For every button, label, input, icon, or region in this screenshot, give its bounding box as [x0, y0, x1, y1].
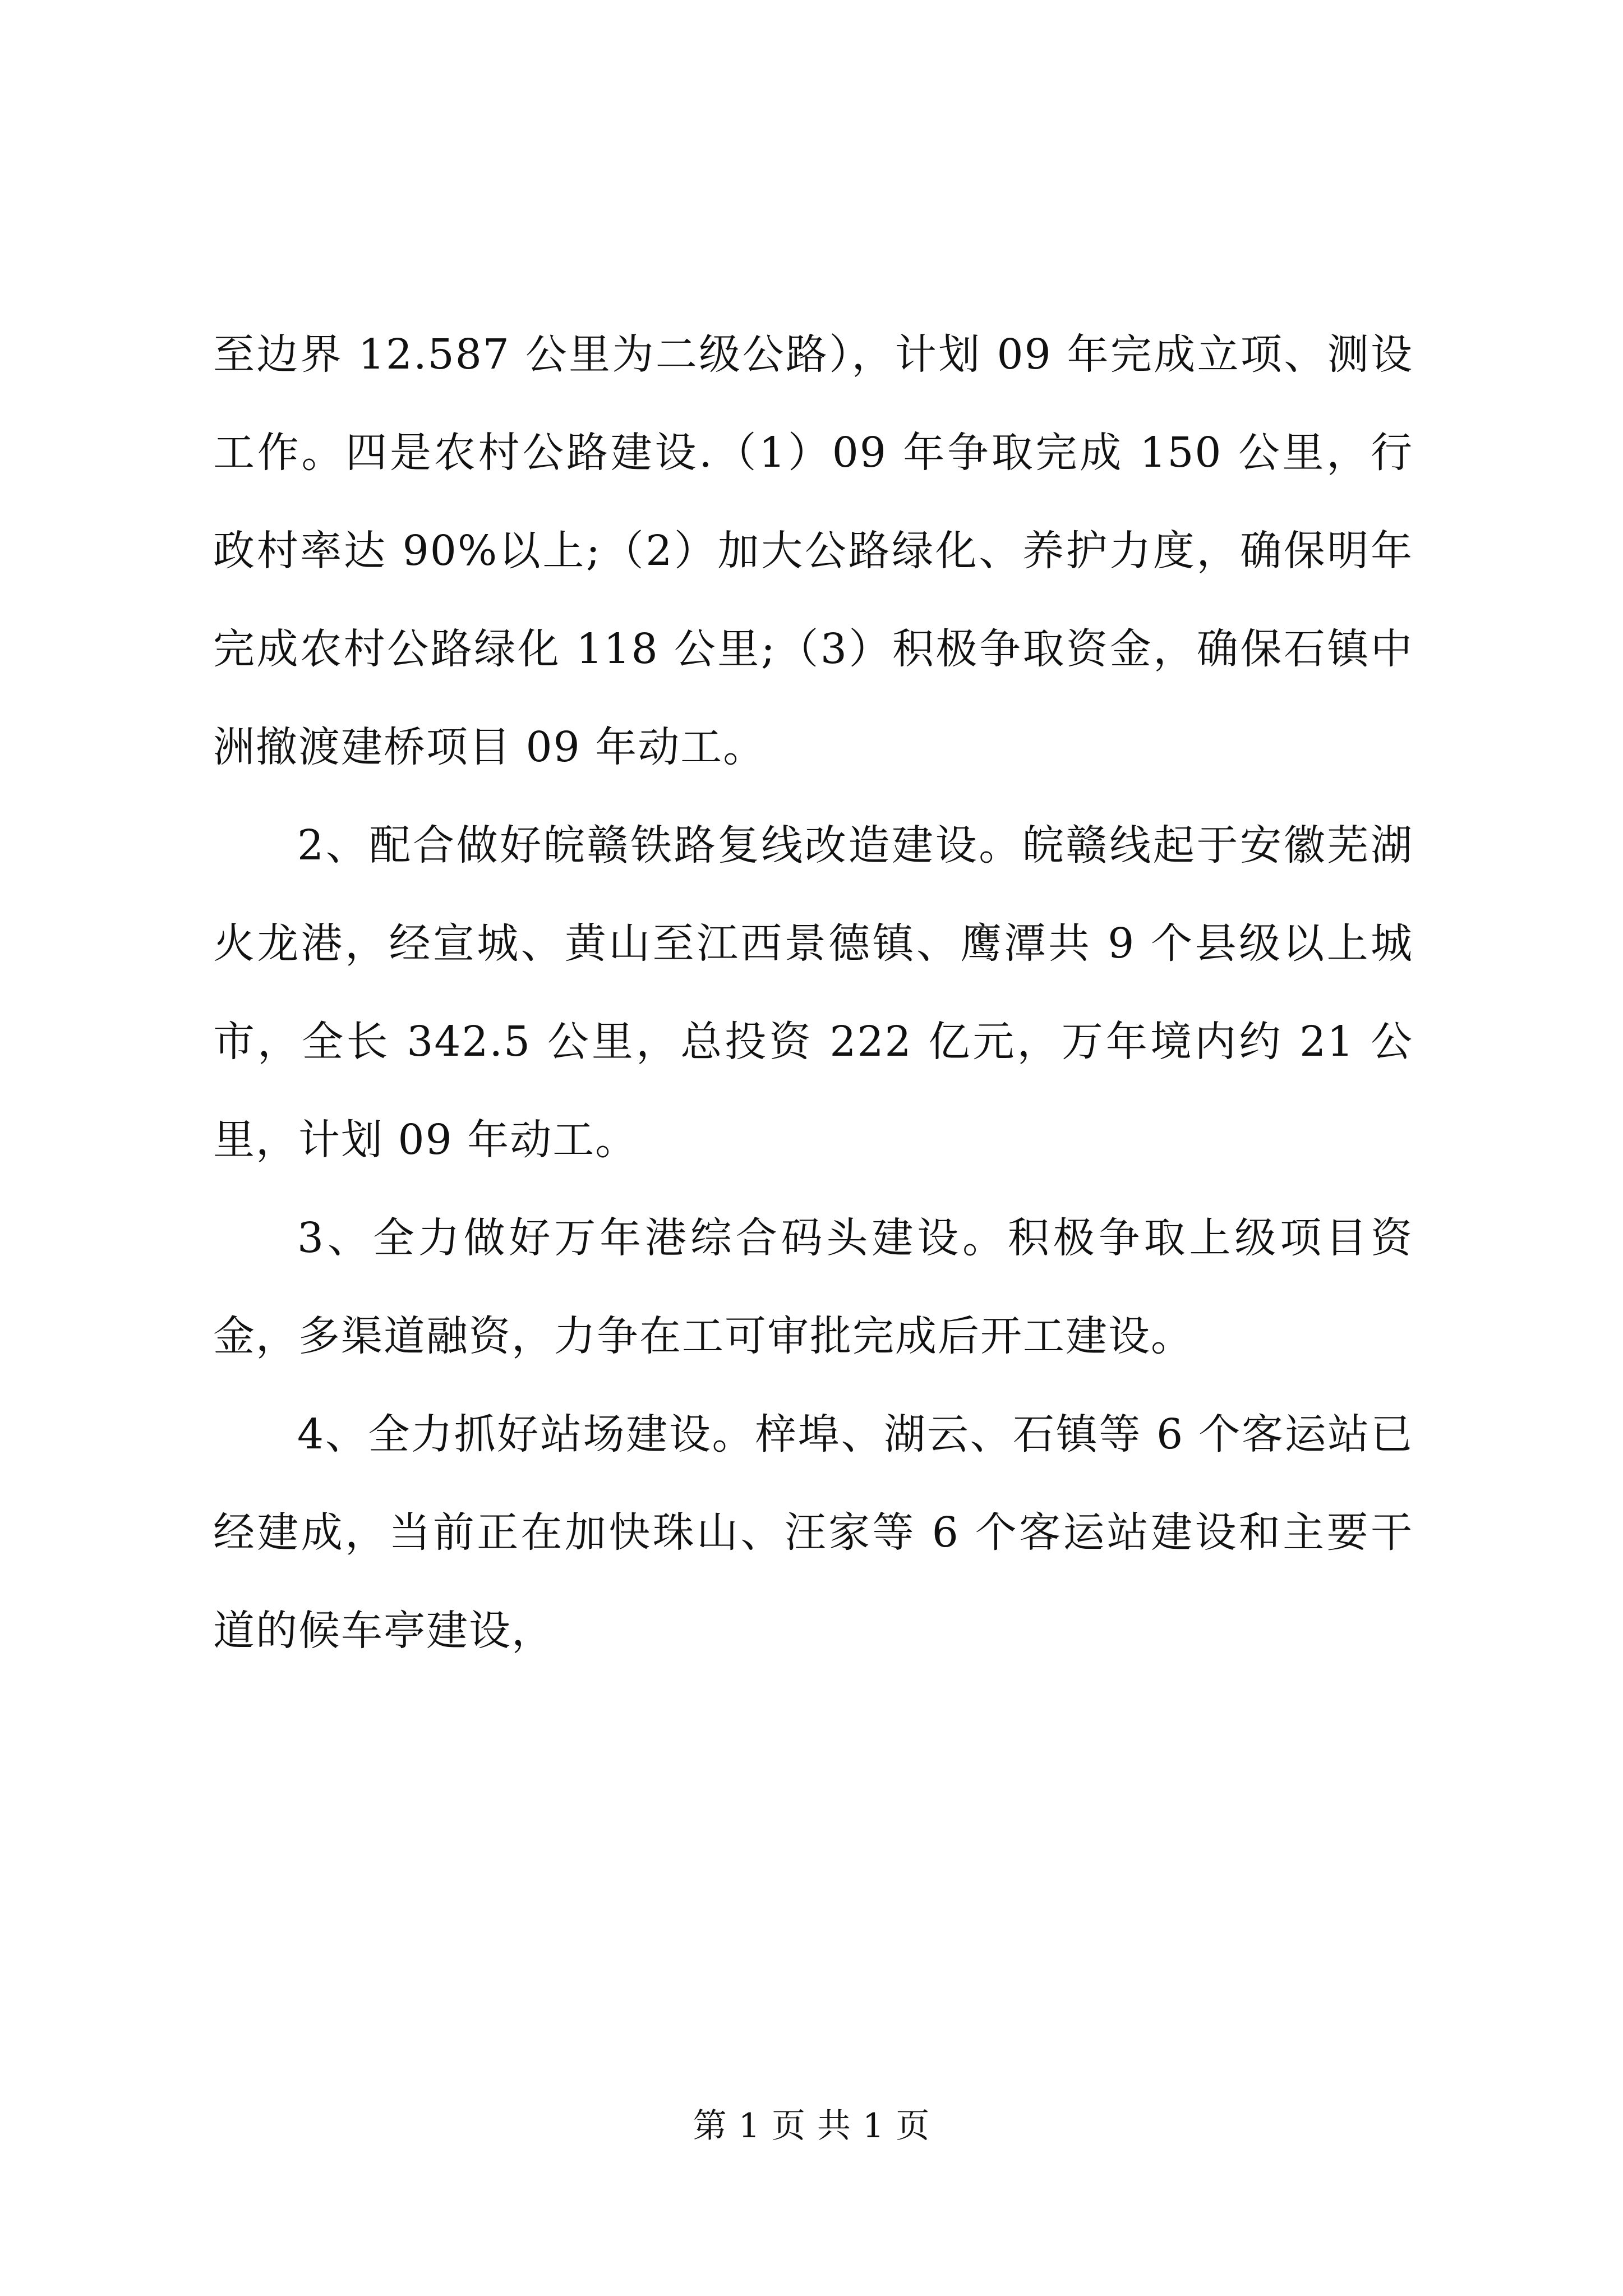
- paragraph-1: 至边界 12.587 公里为二级公路），计划 09 年完成立项、测设工作。四是农村公路建设.（1）09 年争取完成 150 公里，行政村率达 90%以上;（2）加大公路绿化、养护力度，确保明年完成农村公路绿化 118 公里;（3）积极争取资金，确保石镇中洲撤渡建桥项目 09 年动工。: [213, 330, 1413, 771]
- paragraph-2: 2、配合做好皖赣铁路复线改造建设。皖赣线起于安徽芜湖火龙港，经宣城、黄山至江西景德镇、鹰潭共 9 个县级以上城市，全长 342.5 公里，总投资 222 亿元，万年境内约 21 公里，计划 09 年动工。: [213, 821, 1413, 1164]
- page-footer: 第 1 页 共 1 页: [693, 2106, 930, 2146]
- paragraph-4: 4、全力抓好站场建设。梓埠、湖云、石镇等 6 个客运站已经建成，当前正在加快珠山、汪家等 6 个客运站建设和主要干道的候车亭建设，: [213, 1410, 1413, 1655]
- paragraph-3: 3、全力做好万年港综合码头建设。积极争取上级项目资金，多渠道融资，力争在工可审批完成后开工建设。: [213, 1214, 1413, 1360]
- document-body: [213, 306, 1413, 1680]
